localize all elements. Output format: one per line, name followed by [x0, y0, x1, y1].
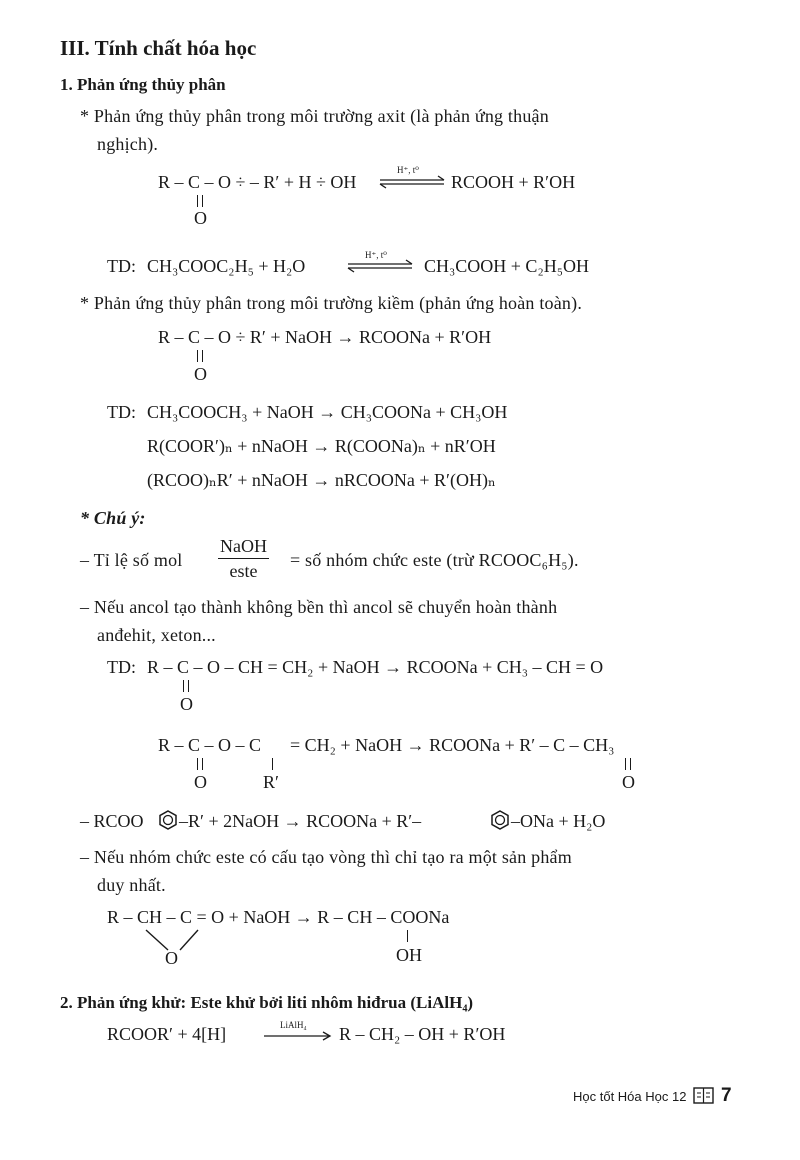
eq-acid-general-products: RCOOH + R′OH: [451, 172, 576, 192]
double-bond-mark: [197, 758, 203, 770]
arrow-condition-reduce: LiAlH₄: [280, 1020, 307, 1030]
eq-base-example-1: CH₃COOCH₃ + NaOH → CH₃COONa + CH₃OH: [147, 402, 508, 422]
book-logo-icon: [693, 1086, 715, 1106]
double-bond-mark: [197, 350, 203, 362]
ratio-denominator: este: [229, 561, 258, 581]
unstable-alcohol-line1: – Nếu ancol tạo thành không bền thì ancol sẽ chuyển hoàn thành: [80, 597, 558, 617]
cyclic-ester-line2: duy nhất.: [97, 875, 166, 895]
td-label-acid: TD:: [107, 256, 136, 276]
eq-acid-example-rhs: CH₃COOH + C₂H₅OH: [424, 256, 589, 276]
eq-base-example-3: (RCOO)ₙR′ + nNaOH → nRCOONa + R′(OH)ₙ: [147, 470, 496, 490]
carbonyl-oxygen: O: [194, 364, 207, 384]
acid-intro-line1: * Phản ứng thủy phân trong môi trường axit (là phản ứng thuận: [80, 106, 549, 126]
section-title: III. Tính chất hóa học: [60, 36, 257, 60]
r-prime-substituent: R′: [263, 772, 279, 792]
base-intro: * Phản ứng thủy phân trong môi trường kiềm (phản ứng hoàn toàn).: [80, 293, 583, 313]
ratio-prefix: – Tỉ lệ số mol: [80, 550, 183, 570]
eq-base-example-2: R(COOR′)ₙ + nNaOH → R(COONa)ₙ + nR′OH: [147, 436, 496, 456]
carbonyl-oxygen: O: [180, 694, 193, 714]
carbonyl-oxygen: O: [194, 208, 207, 228]
ring-oxygen: O: [165, 948, 178, 968]
eq-cyclic-lhs: R – CH – C = O + NaOH → R – CH – COONa: [107, 907, 450, 927]
ratio-suffix: = số nhóm chức este (trừ RCOOC₆H₅).: [290, 550, 579, 570]
eq-reduce-lhs: RCOOR′ + 4[H]: [107, 1024, 227, 1044]
subsection-title-reduction: 2. Phản ứng khử: Este khử bởi liti nhôm hiđrua (LiAlH₄): [60, 993, 474, 1012]
eq-base-general: R – C – O ÷ R′ + NaOH → RCOONa + R′OH: [158, 327, 492, 347]
arrow-condition-acid: H⁺, t⁰: [397, 165, 419, 175]
ratio-numerator: NaOH: [218, 536, 269, 559]
eq-acid-general-reactants: R – C – O ÷ – R′ + H ÷ OH: [158, 172, 357, 192]
benzene-ring-icon: [158, 810, 178, 830]
eq-unstable-2-rest: = CH₂ + NaOH → RCOONa + R′ – C – CH₃: [290, 735, 615, 755]
hydroxyl-group: OH: [396, 945, 422, 965]
eq-unstable-1: R – C – O – CH = CH₂ + NaOH → RCOONa + CH₃ – CH = O: [147, 657, 604, 677]
arrow-condition-acid-example: H⁺, t⁰: [365, 250, 387, 260]
eq-unstable-2-lhs: R – C – O – C: [158, 735, 262, 755]
eq-phenyl-lhs-a: – RCOO: [80, 811, 144, 831]
page-number: 7: [721, 1085, 732, 1106]
single-bond-mark: [407, 930, 408, 942]
footer-book-title: Học tốt Hóa Học 12: [573, 1089, 687, 1104]
note-label: * Chú ý:: [80, 508, 146, 528]
benzene-ring-icon: [490, 810, 510, 830]
double-bond-mark: [625, 758, 631, 770]
eq-phenyl-lhs-b: –R′ + 2NaOH → RCOONa + R′–: [179, 811, 422, 831]
eq-acid-example-lhs: CH₃COOC₂H₅ + H₂O: [147, 256, 306, 276]
td-label-base: TD:: [107, 402, 136, 422]
acid-intro-line2: nghịch).: [97, 134, 159, 154]
unstable-alcohol-line2: anđehit, xeton...: [97, 625, 216, 645]
double-bond-mark: [183, 680, 189, 692]
single-bond-mark: [272, 758, 273, 770]
carbonyl-oxygen: O: [194, 772, 207, 792]
cyclic-ester-line1: – Nếu nhóm chức este có cấu tạo vòng thì chỉ tạo ra một sản phẩm: [80, 847, 572, 867]
eq-phenyl-rhs: –ONa + H₂O: [511, 811, 606, 831]
double-bond-mark: [197, 195, 203, 207]
subsection-title-hydrolysis: 1. Phản ứng thủy phân: [60, 75, 226, 94]
td-label-unstable: TD:: [107, 657, 136, 677]
ketone-oxygen: O: [622, 772, 635, 792]
mole-ratio-fraction: [218, 536, 269, 582]
eq-reduce-rhs: R – CH₂ – OH + R′OH: [339, 1024, 506, 1044]
